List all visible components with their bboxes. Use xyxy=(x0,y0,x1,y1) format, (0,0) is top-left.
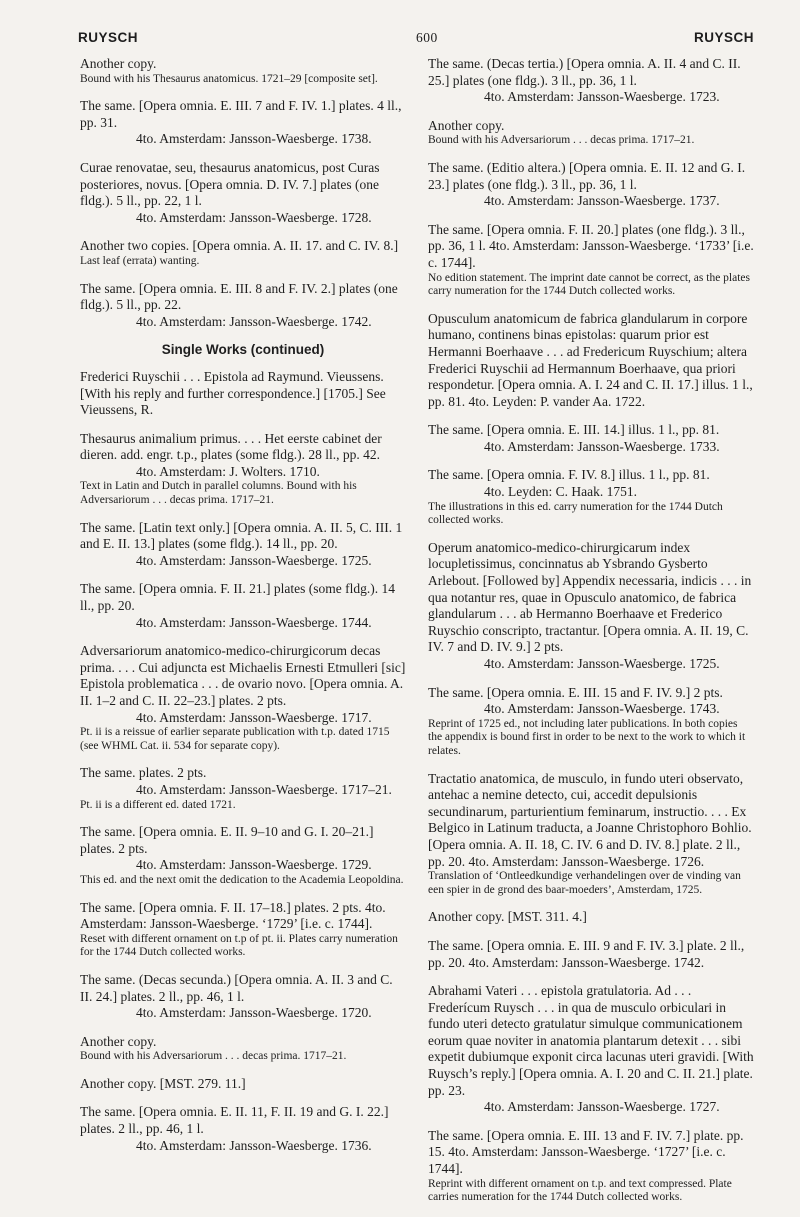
entry-text: Opusculum anatomicum de fabrica glandularum in corpore humano, continens binas epistolas: quarum prior est Hermanni Boerhaave . . . ad Fredericum Ruyschium; altera Frederici Ruyschii ad Hermannum Boerhaave, qua priori respondetur. [Opera omnia. A. I. 24 and C. II. 17.] illus. 1 l., pp. 81. 4to. Leyden: P. vander Aa. 1722. xyxy=(428,310,753,409)
entry-text: The same. (Editio altera.) [Opera omnia. E. II. 12 and G. I. 23.] plates (one fldg.). 3 ll., pp. 36, 1 l. xyxy=(428,159,746,192)
catalog-entry xyxy=(80,160,406,226)
entry-text: The same. [Opera omnia. F. II. 20.] plates (one fldg.). 3 ll., pp. 36, 1 l. 4to. Amsterdam: Jansson-Waesberge. ‘1733’ [i.e. c. 1744]. xyxy=(428,221,754,270)
entry-imprint: 4to. Amsterdam: Jansson-Waesberge. 1725. xyxy=(136,552,372,568)
catalog-entry xyxy=(80,98,406,148)
entry-text: The same. [Opera omnia. F. II. 17–18.] plates. 2 pts. 4to. Amsterdam: Jansson-Waesberge. ‘1729’ [i.e. c. 1744]. xyxy=(80,899,386,932)
entry-imprint: 4to. Amsterdam: Jansson-Waesberge. 1737. xyxy=(484,193,720,209)
entry-note: Last leaf (errata) wanting. xyxy=(80,254,200,267)
entry-note: This ed. and the next omit the dedication to the Academia Leopoldina. xyxy=(80,873,404,886)
catalog-entry xyxy=(80,56,406,86)
catalog-entry xyxy=(428,422,754,455)
entry-imprint: 4to. Amsterdam: Jansson-Waesberge. 1725. xyxy=(484,656,720,671)
entry-text: The same. [Latin text only.] [Opera omnia. A. II. 5, C. III. 1 and E. II. 13.] plates (some fldg.). 14 ll., pp. 20. xyxy=(80,519,403,552)
entry-text: The same. [Opera omnia. E. III. 14.] illus. 1 l., pp. 81. xyxy=(428,422,720,438)
catalog-entry xyxy=(80,1076,406,1093)
entry-imprint: 4to. Amsterdam: Jansson-Waesberge. 1720. xyxy=(136,1005,372,1021)
catalog-entry xyxy=(428,56,754,106)
entry-note: Bound with his Thesaurus anatomicus. 1721–29 [composite set]. xyxy=(80,72,378,85)
entry-note: Translation of ‘Ontleedkundige verhandelingen over de vinding van een spier in de grond des baar-moeders’, Amsterdam, 1725. xyxy=(428,870,741,896)
entry-text: Abrahami Vateri . . . epistola gratulatoria. Ad . . . Frederícum Ruysch . . . in qua de musculo orbiculari in fundo uteri detecto gratulatur simulque communicationem eorum quae noviter in anatomia plantarum detexit . . . sibi expetit dubiumque exponit circa lacunas uteri gravidi. [With Ruysch’s reply.] [Opera omnia. A. I. 20 and C. II. 21.] plate. pp. 23. xyxy=(428,983,754,1098)
entry-text: Another copy. xyxy=(428,117,505,133)
entry-note: Bound with his Adversariorum . . . decas prima. 1717–21. xyxy=(80,1050,347,1063)
entry-text: The same. [Opera omnia. E. III. 8 and F. IV. 2.] plates (one fldg.). 5 ll., pp. 22. xyxy=(80,280,398,313)
entry-imprint: 4to. Amsterdam: Jansson-Waesberge. 1717. xyxy=(136,709,372,725)
entry-imprint: 4to. Amsterdam: Jansson-Waesberge. 1727. xyxy=(484,1099,720,1115)
catalog-entry xyxy=(80,643,406,753)
entry-text: Frederici Ruyschii . . . Epistola ad Raymund. Vieussens. [With his reply and further correspondence.] [1705.] See Vieussens, R. xyxy=(80,368,386,418)
entry-text: The same. [Opera omnia. E. III. 15 and F. IV. 9.] 2 pts. xyxy=(428,684,723,700)
entry-imprint: 4to. Leyden: C. Haak. 1751. xyxy=(484,484,637,500)
entry-note: Pt. ii is a different ed. dated 1721. xyxy=(80,798,236,811)
entry-text: Another copy. xyxy=(80,1033,157,1049)
catalog-entry xyxy=(428,1128,754,1205)
catalog-entry xyxy=(80,765,406,812)
entry-text: Another copy. [MST. 279. 11.] xyxy=(80,1075,246,1091)
running-head-right: RUYSCH xyxy=(693,30,754,45)
entry-imprint: 4to. Amsterdam: Jansson-Waesberge. 1733. xyxy=(484,438,720,454)
catalog-entry xyxy=(80,972,406,1022)
entry-text: Adversariorum anatomico-medico-chirurgicorum decas prima. . . . Cui adjuncta est Michaelis Ernesti Etmulleri [sic] Epistola problematica . . . de ovario novo. [Opera omnia. A. II. 1–2 and C. II. 22–23.] plates. 2 pts. xyxy=(80,643,406,708)
catalog-entry xyxy=(80,520,406,570)
catalog-entry xyxy=(428,311,754,411)
entry-text: Another two copies. [Opera omnia. A. II. 17. and C. IV. 8.] xyxy=(80,238,399,254)
page-header xyxy=(78,30,754,50)
entry-text: The same. [Opera omnia. E. II. 11, F. II. 19 and G. I. 22.] plates. 2 ll., pp. 46, 1 l. xyxy=(80,1104,389,1137)
entry-note: Reset with different ornament on t.p of pt. ii. Plates carry numeration for the 1744 Dutch collected works. xyxy=(80,932,398,959)
entry-imprint: 4to. Amsterdam: Jansson-Waesberge. 1717–21. xyxy=(136,781,392,797)
entry-imprint: 4to. Amsterdam: J. Wolters. 1710. xyxy=(136,463,320,479)
entry-imprint: 4to. Amsterdam: Jansson-Waesberge. 1728. xyxy=(136,209,372,225)
entry-note: The illustrations in this ed. carry numeration for the 1744 Dutch collected works. xyxy=(428,500,723,527)
entry-text: Thesaurus animalium primus. . . . Het eerste cabinet der dieren. add. engr. t.p., plates (some fldg.). 28 ll., pp. 42. xyxy=(80,430,382,463)
entry-text: Another copy. xyxy=(80,56,157,71)
catalog-entry xyxy=(428,983,754,1116)
entry-note: Text in Latin and Dutch in parallel columns. Bound with his Adversariorum . . . decas prima. 1717–21. xyxy=(80,480,357,507)
entry-text: The same. [Opera omnia. E. III. 13 and F. IV. 7.] plate. pp. 15. 4to. Amsterdam: Jansson-Waesberge. ‘1727’ [i.e. c. 1744]. xyxy=(428,1127,744,1177)
entry-text: Curae renovatae, seu, thesaurus anatomicus, post Curas posteriores, novus. [Opera omnia. D. IV. 7.] plates (one fldg.). 5 ll., pp. 22, 1 l. xyxy=(80,159,380,209)
left-column xyxy=(80,56,406,1166)
catalog-entry xyxy=(80,281,406,331)
catalog-entry xyxy=(80,431,406,508)
catalog-entry xyxy=(80,369,406,419)
entry-text: The same. [Opera omnia. F. IV. 8.] illus. 1 l., pp. 81. xyxy=(428,467,710,483)
entry-note: No edition statement. The imprint date cannot be correct, as the plates carry numeration for the 1744 Dutch collected works. xyxy=(428,271,750,298)
entry-imprint: 4to. Amsterdam: Jansson-Waesberge. 1742. xyxy=(136,313,372,329)
entry-text: The same. (Decas secunda.) [Opera omnia. A. II. 3 and C. II. 24.] plates. 2 ll., pp. 46, 1 l. xyxy=(80,971,393,1004)
catalog-entry xyxy=(428,771,754,898)
catalog-entry xyxy=(80,1034,406,1064)
entry-text: Operum anatomico-medico-chirurgicarum index locupletissimus, concinnatus ab Ysbrando Gysberto Arlebout. [Followed by] Appendix necessaria, indicis . . . in qua notantur res, quae in Opusculo anatomico, de fabrica glandularum . . . ab Hermanno Boerhaave et Frederico Ruyschio conscripto, tractantur. [Opera omnia. A. II. 19, C. IV. 7 and D. IV. 9.] 2 pts. xyxy=(428,539,752,655)
entry-text: The same. [Opera omnia. E. III. 7 and F. IV. 1.] plates. 4 ll., pp. 31. xyxy=(80,98,402,130)
entry-note: Reprint of 1725 ed., not including later publications. In both copies the appendix is bound first in order to be next to the work to which it relates. xyxy=(428,717,746,757)
entry-note: Bound with his Adversariorum . . . decas prima. 1717–21. xyxy=(428,134,695,147)
catalog-entry xyxy=(80,581,406,631)
entry-text: The same. [Opera omnia. E. II. 9–10 and G. I. 20–21.] plates. 2 pts. xyxy=(80,824,374,856)
entry-imprint: 4to. Amsterdam: Jansson-Waesberge. 1729. xyxy=(136,857,372,873)
catalog-entry xyxy=(80,238,406,268)
page-number: 600 xyxy=(416,30,438,45)
entry-text: The same. [Opera omnia. F. II. 21.] plates (some fldg.). 14 ll., pp. 20. xyxy=(80,581,395,614)
entry-text: Another copy. [MST. 311. 4.] xyxy=(428,909,587,925)
catalog-entry xyxy=(80,900,406,960)
right-column xyxy=(428,56,754,1217)
catalog-entry xyxy=(428,909,754,926)
entry-imprint: 4to. Amsterdam: Jansson-Waesberge. 1736. xyxy=(136,1137,372,1153)
entry-note: Reprint with different ornament on t.p. and text compressed. Plate carries numeration for the 1744 Dutch collected works. xyxy=(428,1177,732,1204)
catalog-entry xyxy=(428,467,754,527)
running-head-left: RUYSCH xyxy=(78,30,139,45)
entry-text: The same. (Decas tertia.) [Opera omnia. A. II. 4 and C. II. 25.] plates (one fldg.). 3 ll., pp. 36, 1 l. xyxy=(428,56,741,88)
catalog-entry xyxy=(428,685,754,759)
entry-imprint: 4to. Amsterdam: Jansson-Waesberge. 1744. xyxy=(136,614,372,630)
catalog-entry xyxy=(428,222,754,299)
catalog-entry xyxy=(428,540,754,673)
entry-imprint: 4to. Amsterdam: Jansson-Waesberge. 1738. xyxy=(136,131,372,147)
entry-text: The same. [Opera omnia. E. III. 9 and F. IV. 3.] plate. 2 ll., pp. 20. 4to. Amsterdam: Jansson-Waesberge. 1742. xyxy=(428,937,745,970)
section-title: Single Works (continued) xyxy=(161,342,325,358)
catalog-entry xyxy=(80,824,406,887)
entry-note: Pt. ii is a reissue of earlier separate publication with t.p. dated 1715 (see WHML Cat. ii. 534 for separate copy). xyxy=(80,726,390,752)
entry-text: The same. plates. 2 pts. xyxy=(80,765,207,781)
entry-imprint: 4to. Amsterdam: Jansson-Waesberge. 1743. xyxy=(484,701,720,717)
entry-text: Tractatio anatomica, de musculo, in fundo uteri observato, antehac a nemine detecto, cui, accedit depulsionis secundinarum, parturientium feminarum, instructio. . . . Ex Belgico in Latinum traducta, a Joanne Christophoro Bohlio. [Opera omnia. A. II. 18, C. IV. 6 and D. IV. 8.] plate. 2 ll., pp. 20. 4to. Amsterdam: Jansson-Waesberge. 1726. xyxy=(428,770,752,869)
catalog-entry xyxy=(428,118,754,148)
entry-imprint: 4to. Amsterdam: Jansson-Waesberge. 1723. xyxy=(484,89,720,105)
catalog-entry xyxy=(428,160,754,210)
catalog-entry xyxy=(428,938,754,971)
